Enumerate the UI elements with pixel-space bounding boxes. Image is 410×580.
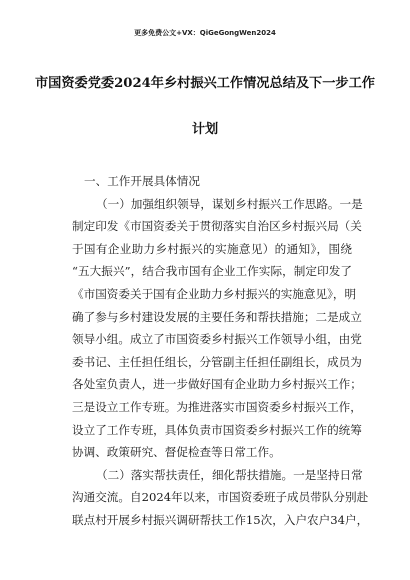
document-body (72, 170, 369, 532)
page-header: 更多免费公文+VX：QiGeGongWen2024 (134, 29, 276, 37)
paragraph-line: 制定印发《市国资委关于贯彻落实自治区乡村振兴局（关 (72, 219, 362, 234)
paragraph-line: 设立了工作专班，具体负责市国资委乡村振兴工作的统筹 (72, 422, 362, 437)
paragraph-line: 三是设立工作专班。为推进落实市国资委乡村振兴工作， (72, 399, 362, 414)
paragraph-line: 各处室负责人，进一步做好国有企业助力乡村振兴工作； (72, 377, 362, 392)
document-title-line-1: 市国资委党委2024年乡村振兴工作情况总结及下一步工作 (34, 76, 375, 91)
paragraph-line: 《市国资委关于国有企业助力乡村振兴的实施意见》，明 (72, 286, 357, 301)
document-title-line-2: 计划 (191, 122, 219, 137)
section-heading: 一、工作开展具体情况 (84, 174, 200, 188)
paragraph-line: 领导小组。成立了市国资委乡村振兴工作领导小组，由党 (72, 332, 362, 347)
paragraph-line: （二）落实帮扶责任，细化帮扶措施。一是坚持日常 (96, 467, 363, 482)
paragraph-line: “五大振兴”，结合我市国有企业工作实际，制定印发了 (72, 264, 352, 279)
paragraph-line: 沟通交流。自2024年以来，市国资委班子成员带队分别赴 (72, 490, 369, 505)
paragraph-line: 委书记、主任担任组长，分管副主任担任副组长，成员为 (72, 354, 362, 369)
paragraph-line: 确了参与乡村建设发展的主要任务和帮扶措施；二是成立 (72, 309, 362, 324)
paragraph-line: （一）加强组织领导，谋划乡村振兴工作思路。一是 (96, 196, 363, 211)
paragraph-line: 协调、政策研究、督促检查等日常工作。 (72, 445, 281, 460)
paragraph-line: 联点村开展乡村振兴调研帮扶工作15次，入户农户34户， (72, 512, 369, 527)
paragraph-line: 于国有企业助力乡村振兴的实施意见）的通知》，围绕 (72, 241, 352, 256)
